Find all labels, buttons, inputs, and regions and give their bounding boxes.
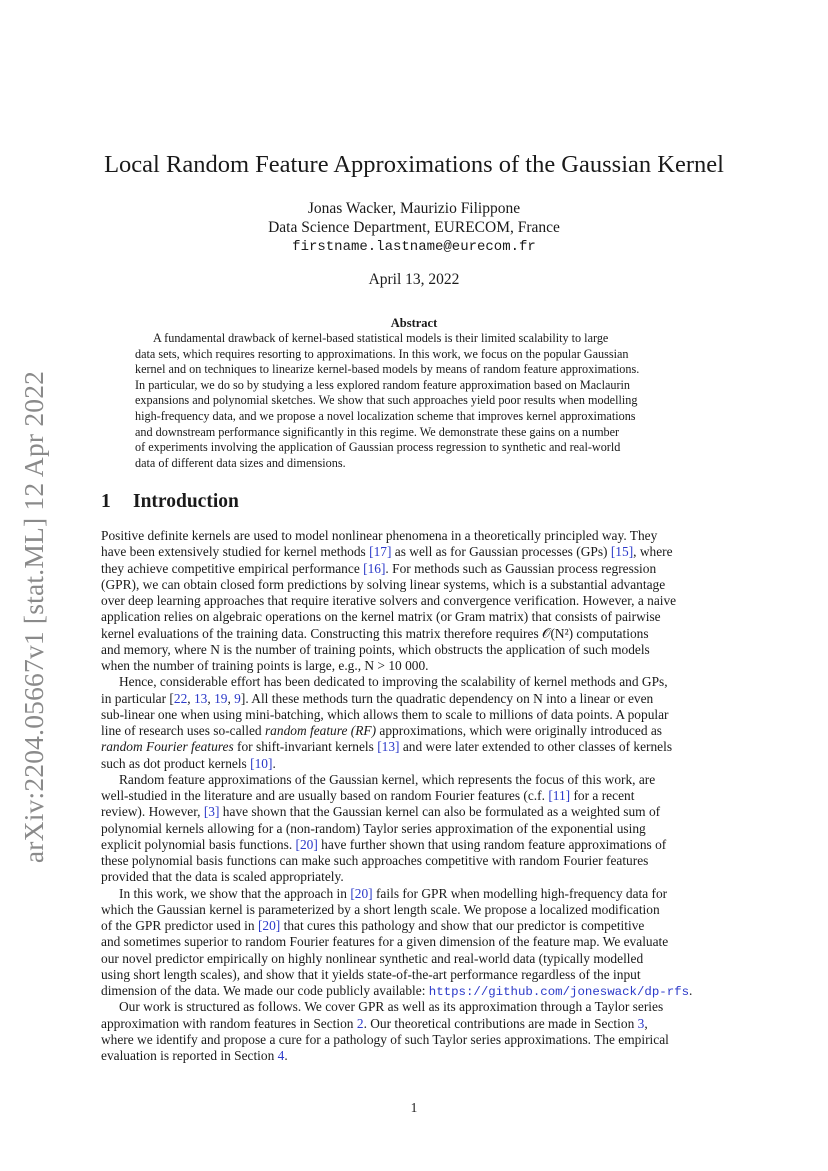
body-line <box>101 1016 729 1032</box>
text-run: they achieve competitive empirical performance <box>101 560 364 576</box>
body-line <box>101 674 729 690</box>
text-run: for shift-invariant kernels <box>233 739 378 755</box>
body-line <box>101 642 729 658</box>
text-run: Hence, considerable effort has been dedicated to improving the scalability of kernel methods and GPs, <box>119 674 668 690</box>
text-run: that cures this pathology and show that our predictor is competitive <box>280 918 645 933</box>
text-run: . Our theoretical contributions are made in Section <box>363 1015 638 1031</box>
section-reference-link[interactable]: 2 <box>356 1015 364 1031</box>
body-line <box>101 609 729 625</box>
text-run: evaluation is reported in Section <box>101 1048 278 1063</box>
body-line <box>101 821 729 837</box>
body-line <box>101 967 729 983</box>
author-list: Jonas Wacker, Maurizio Filippone <box>307 200 521 217</box>
text-run: Our work is structured as follows. We cover GPR as well as its approximation through a Taylor series <box>119 999 664 1015</box>
body-line <box>101 658 729 674</box>
text-run: Positive definite kernels are used to model nonlinear phenomena in a theoretically principled way. They <box>101 528 658 543</box>
citation-link[interactable]: [11] <box>548 788 571 803</box>
text-run: . <box>689 983 693 998</box>
body-line <box>101 951 729 967</box>
text-run: where we identify and propose a cure for a pathology of such Taylor series approximations. The empirical <box>101 1031 669 1047</box>
emphasis-text: random feature (RF) <box>264 723 377 738</box>
body-line <box>101 577 729 593</box>
abstract-line: A fundamental drawback of kernel-based statistical models is their limited scalability to large <box>153 331 609 345</box>
text-run: using short length scales), and show that it yields state-of-the-art performance regardless of the input <box>101 966 641 982</box>
citation-link[interactable]: 22 <box>173 690 188 706</box>
body-line <box>101 593 729 609</box>
body-line <box>101 918 729 934</box>
abstract-heading: Abstract <box>390 316 438 330</box>
body-line <box>101 983 729 999</box>
section-reference-link[interactable]: 3 <box>637 1015 645 1031</box>
body-line <box>101 691 729 707</box>
citation-link[interactable]: [20] <box>295 836 318 852</box>
citation-link[interactable]: [3] <box>203 804 220 820</box>
body-line <box>101 1032 729 1048</box>
text-run: In this work, we show that the approach in <box>119 885 351 901</box>
body-line <box>101 804 729 820</box>
abstract-line: expansions and polynomial sketches. We show that such approaches yield poor results when modelling <box>135 393 638 408</box>
text-run: sub-linear one when using mini-batching, which allows them to scale to millions of data points. A popular <box>101 706 669 722</box>
citation-link[interactable]: [20] <box>257 918 281 933</box>
text-run: over deep learning approaches that require iterative solvers and convergence verification. However, a naive <box>101 593 677 608</box>
citation-link[interactable]: [17] <box>369 544 392 560</box>
text-run: our novel predictor empirically on highly nonlinear synthetic and real-world data (typically modelled <box>101 950 644 966</box>
text-run: of the GPR predictor used in <box>101 918 258 933</box>
paper-title: Local Random Feature Approximations of the Gaussian Kernel <box>104 151 724 178</box>
text-run: when the number of training points is large, e.g., N > 10 000. <box>101 658 429 673</box>
body-line <box>101 739 729 755</box>
body-line <box>101 772 729 788</box>
text-run: these polynomial basis functions can make such approaches competitive with random Fourier features <box>101 853 649 868</box>
abstract-body <box>135 331 694 471</box>
text-run: . For methods such as Gaussian process regression <box>385 560 657 576</box>
text-run: well-studied in the literature and are usually based on random Fourier features (c.f. <box>101 788 549 803</box>
text-run: dimension of the data. We made our code publicly available: <box>101 983 429 998</box>
text-run: for a recent <box>570 788 635 803</box>
text-run: ]. All these methods turn the quadratic dependency on N into a linear or even <box>240 690 654 706</box>
citation-link[interactable]: [15] <box>610 544 634 560</box>
section-number: 1 <box>101 491 111 512</box>
text-run: provided that the data is scaled appropriately. <box>101 869 344 885</box>
arxiv-identifier-stamp <box>8 357 60 877</box>
author-email: firstname.lastname@eurecom.fr <box>292 239 536 255</box>
text-run: (GPR), we can obtain closed form predictions by solving linear systems, which is a substantial advantage <box>101 576 666 592</box>
citation-link[interactable]: 9 <box>234 690 241 706</box>
body-line <box>101 1048 729 1064</box>
abstract-line: of experiments involving the application of Gaussian process regression to synthetic and real-world <box>135 440 621 455</box>
text-run: polynomial kernels allowing for a (non-random) Taylor series approximation of the exponential using <box>101 820 646 836</box>
body-line <box>101 869 729 885</box>
body-line <box>101 561 729 577</box>
abstract-line: and downstream performance significantly in this regime. We demonstrate these gains on a number <box>135 424 620 439</box>
body-line <box>101 886 729 902</box>
text-run: , <box>227 690 235 706</box>
body-line <box>101 528 729 544</box>
citation-link[interactable]: 19 <box>214 690 228 706</box>
body-line <box>101 788 729 804</box>
abstract-line: data of different data sizes and dimensions. <box>135 455 346 470</box>
text-run: have further shown that using random feature approximations of <box>317 836 667 852</box>
abstract-line: kernel and on techniques to linearize kernel-based models by means of random feature approximations. <box>135 362 640 377</box>
text-run: as well as for Gaussian processes (GPs) <box>391 544 611 560</box>
text-run: approximation with random features in Section <box>101 1015 357 1031</box>
code-repository-link[interactable]: https://github.com/joneswack/dp-rfs <box>428 985 690 999</box>
text-run: line of research uses so-called <box>101 723 265 738</box>
text-run: , <box>644 1015 648 1031</box>
body-line <box>101 853 729 869</box>
text-run: , where <box>633 544 673 560</box>
section-title: Introduction <box>133 491 239 512</box>
body-line <box>101 544 729 560</box>
citation-link[interactable]: [10] <box>250 755 273 771</box>
text-run: and memory, where N is the number of training points, which obstructs the application of such models <box>101 641 650 657</box>
introduction-body <box>101 528 729 1064</box>
text-run: which the Gaussian kernel is parameterized by a short length scale. We propose a localized modification <box>101 901 660 917</box>
text-run: . <box>284 1048 288 1063</box>
body-line <box>101 756 729 772</box>
text-run: and were later extended to other classes of kernels <box>399 739 673 755</box>
citation-link[interactable]: [16] <box>363 560 386 576</box>
body-line <box>101 837 729 853</box>
text-run: and sometimes superior to random Fourier features for a given dimension of the feature map. We evaluate <box>101 934 669 950</box>
text-run: . <box>272 755 276 771</box>
text-run: , <box>187 690 194 706</box>
section-reference-link[interactable]: 4 <box>277 1048 285 1063</box>
text-run: explicit polynomial basis functions. <box>101 836 296 852</box>
section-heading-introduction <box>101 490 239 514</box>
text-run: have been extensively studied for kernel methods <box>101 544 370 560</box>
abstract-line: high-frequency data, and we propose a novel localization scheme that improves kernel approximations <box>135 408 636 423</box>
text-run: Random feature approximations of the Gaussian kernel, which represents the focus of this work, are <box>119 771 656 787</box>
text-run: such as dot product kernels <box>101 755 251 771</box>
text-run: , <box>207 690 215 706</box>
body-line <box>101 934 729 950</box>
emphasis-text: random Fourier features <box>101 739 234 755</box>
page-number: 1 <box>410 1100 418 1115</box>
paper-date: April 13, 2022 <box>368 271 460 288</box>
text-run: kernel evaluations of the training data. Constructing this matrix therefore requires 𝒪(N²) computations <box>101 625 649 641</box>
text-run: review). However, <box>101 804 204 820</box>
arxiv-stamp-text: arXiv:2204.05667v1 [stat.ML] 12 Apr 2022 <box>18 370 50 864</box>
citation-link[interactable]: [20] <box>350 885 373 901</box>
affiliation: Data Science Department, EURECOM, France <box>268 219 560 236</box>
text-run: fails for GPR when modelling high-frequency data for <box>372 885 668 901</box>
text-run: in particular [ <box>101 690 174 706</box>
body-line <box>101 707 729 723</box>
abstract-line: data sets, which requires resorting to approximations. In this work, we focus on the popular Gaussian <box>135 346 629 361</box>
text-run: approximations, which were originally introduced as <box>376 723 663 738</box>
body-line <box>101 723 729 739</box>
text-run: application relies on algebraic operations on the kernel matrix (or Gram matrix) that consists of pairwise <box>101 609 661 625</box>
citation-link[interactable]: [13] <box>377 739 400 755</box>
body-line <box>101 999 729 1015</box>
citation-link[interactable]: 13 <box>193 690 208 706</box>
text-run: have shown that the Gaussian kernel can also be formulated as a weighted sum of <box>219 804 661 820</box>
abstract-line: In particular, we do so by studying a less explored random feature approximation based on Maclaurin <box>135 377 630 392</box>
body-line <box>101 626 729 642</box>
body-line <box>101 902 729 918</box>
